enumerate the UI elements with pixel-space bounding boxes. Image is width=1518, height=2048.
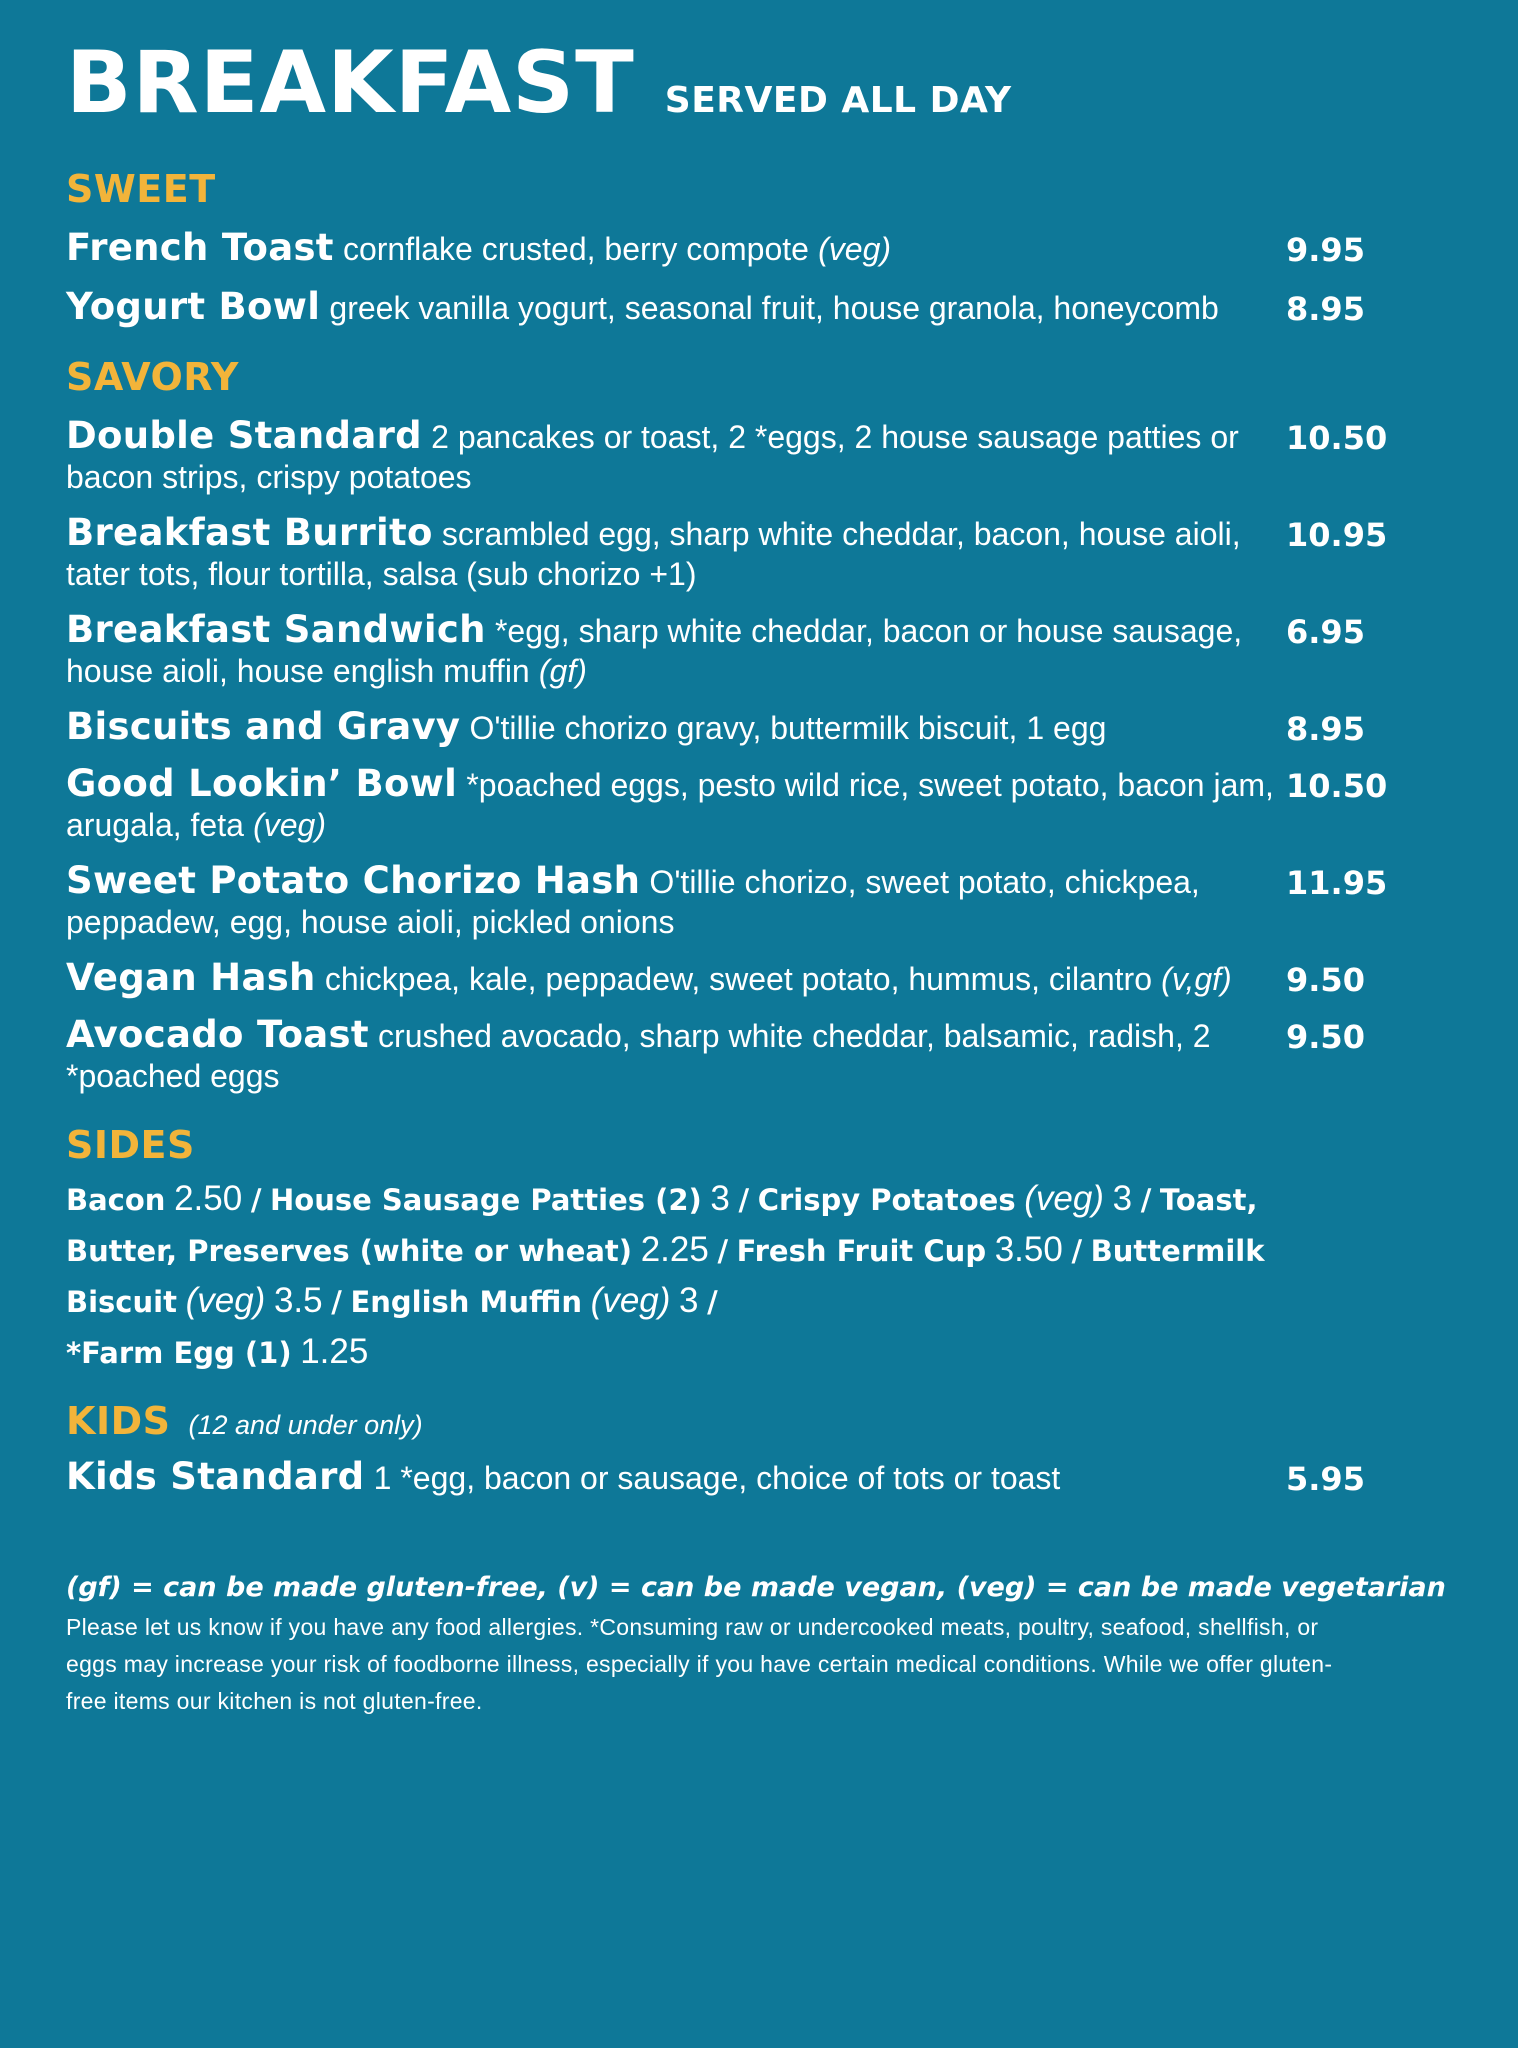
menu-title: BREAKFAST [66,33,635,133]
side-name: Bacon [66,1183,166,1217]
item-price: 9.50 [1286,1018,1365,1056]
side-price: 1.25 [300,1332,369,1371]
item-description: *poached eggs, pesto wild rice, sweet potato, bacon jam, arugala, feta [66,767,1274,843]
item-tag: (veg) [818,231,892,267]
side-price: 2.25 [640,1230,709,1269]
item-tag: (veg) [253,807,326,843]
item-name: Vegan Hash [66,956,316,999]
side-price: 3 [679,1281,699,1320]
side-name: English Muffin [350,1285,583,1319]
side-separator: / [1140,1183,1152,1217]
item-tag: (v,gf) [1161,961,1232,997]
item-description: *egg, sharp white cheddar, bacon or house sausage, house aioli, house english muffin [66,613,1243,689]
item-name: Avocado Toast [66,1013,369,1056]
menu-header [66,33,1466,140]
side-name: Toast, Butter, Preserves (white or wheat) [66,1183,1258,1268]
side-separator: / [331,1285,342,1319]
side-separator: / [738,1183,750,1217]
item-name: Double Standard [66,414,422,457]
item-name: French Toast [66,226,334,269]
menu-item-yogurt-bowl [66,287,1406,328]
item-price: 5.95 [1286,1460,1365,1498]
kids-age-note: (12 and under only) [188,1410,423,1440]
item-description: O'tillie chorizo, sweet potato, chickpea, peppadew, egg, house aioli, pickled onions [66,864,1200,940]
item-description: scrambled egg, sharp white cheddar, bacon, house aioli, tater tots, flour tortilla, salsa (sub chorizo +1) [66,516,1241,592]
side-tag: (veg) [185,1281,266,1320]
menu-item-biscuits-and-gravy [66,707,1406,748]
item-price: 10.95 [1286,516,1388,554]
side-separator: / [1071,1234,1083,1268]
section-heading-sides: SIDES [66,1123,195,1167]
item-name: Breakfast Burrito [66,511,433,554]
item-name: Kids Standard [66,1455,365,1498]
section-heading-sweet: SWEET [66,167,216,211]
item-tag: (gf) [538,653,587,689]
menu-item-kids-standard [66,1457,1406,1498]
item-price: 10.50 [1286,767,1388,805]
section-heading-kids: KIDS [66,1399,171,1443]
dietary-legend: (gf) = can be made gluten-free, (v) = can be made vegan, (veg) = can be made vegetarian [66,1572,1446,1603]
section-heading-savory: SAVORY [66,355,239,399]
side-name: House Sausage Patties (2) [270,1183,702,1217]
item-name: Sweet Potato Chorizo Hash [66,859,641,902]
side-tag: (veg) [1024,1179,1104,1218]
item-description: O'tillie chorizo gravy, buttermilk biscuit, 1 egg [469,710,1107,746]
allergy-disclaimer: Please let us know if you have any food allergies. *Consuming raw or undercooked meats, poultry, seafood, shellfish, or eggs may increase your risk of foodborne illness, especially if you have certain medical conditions. While we offer gluten-free items our kitchen is not gluten-free. [66,1614,1333,1714]
side-name: Fresh Fruit Cup [736,1234,987,1268]
menu-page [66,33,1466,1720]
item-name: Yogurt Bowl [66,285,321,328]
item-price: 8.95 [1286,290,1365,328]
item-price: 11.95 [1286,864,1388,902]
side-name: *Farm Egg (1) [66,1336,292,1370]
item-name: Breakfast Sandwich [66,608,486,651]
item-description: 1 *egg, bacon or sausage, choice of tots or toast [373,1460,1061,1496]
side-price: 3.5 [273,1281,323,1320]
menu-item-sweet-potato-chorizo-hash [66,861,1406,942]
item-description: greek vanilla yogurt, seasonal fruit, house granola, honeycomb [329,290,1219,326]
side-separator: / [707,1285,718,1319]
side-price: 3.50 [994,1230,1063,1269]
menu-item-breakfast-sandwich [66,610,1406,691]
item-description: crushed avocado, sharp white cheddar, balsamic, radish, 2 *poached eggs [66,1018,1211,1094]
side-price: 2.50 [174,1179,243,1218]
kids-heading-row [66,1399,1466,1443]
side-separator: / [717,1234,729,1268]
menu-item-breakfast-burrito [66,513,1406,594]
item-price: 8.95 [1286,710,1365,748]
side-name: Buttermilk Biscuit [66,1234,1265,1319]
item-name: Biscuits and Gravy [66,705,461,748]
item-description: chickpea, kale, peppadew, sweet potato, hummus, cilantro [324,961,1152,997]
menu-item-avocado-toast [66,1015,1406,1096]
sides-list [66,1174,1346,1378]
menu-item-double-standard [66,416,1406,497]
item-price: 10.50 [1286,419,1388,457]
item-description: cornflake crusted, berry compote [342,231,809,267]
item-description: 2 pancakes or toast, 2 *eggs, 2 house sausage patties or bacon strips, crispy potatoes [66,419,1239,495]
side-price: 3 [1112,1179,1133,1218]
side-name: Crispy Potatoes [757,1183,1016,1217]
menu-subtitle: SERVED ALL DAY [664,80,1012,121]
menu-item-good-lookin-bowl [66,764,1406,845]
menu-item-french-toast [66,228,1406,269]
menu-item-vegan-hash [66,958,1406,999]
item-price: 6.95 [1286,613,1365,651]
side-tag: (veg) [590,1281,671,1320]
item-price: 9.95 [1286,231,1365,269]
side-separator: / [250,1183,262,1217]
side-price: 3 [710,1179,730,1218]
item-price: 9.50 [1286,961,1365,999]
item-name: Good Lookin’ Bowl [66,762,458,805]
